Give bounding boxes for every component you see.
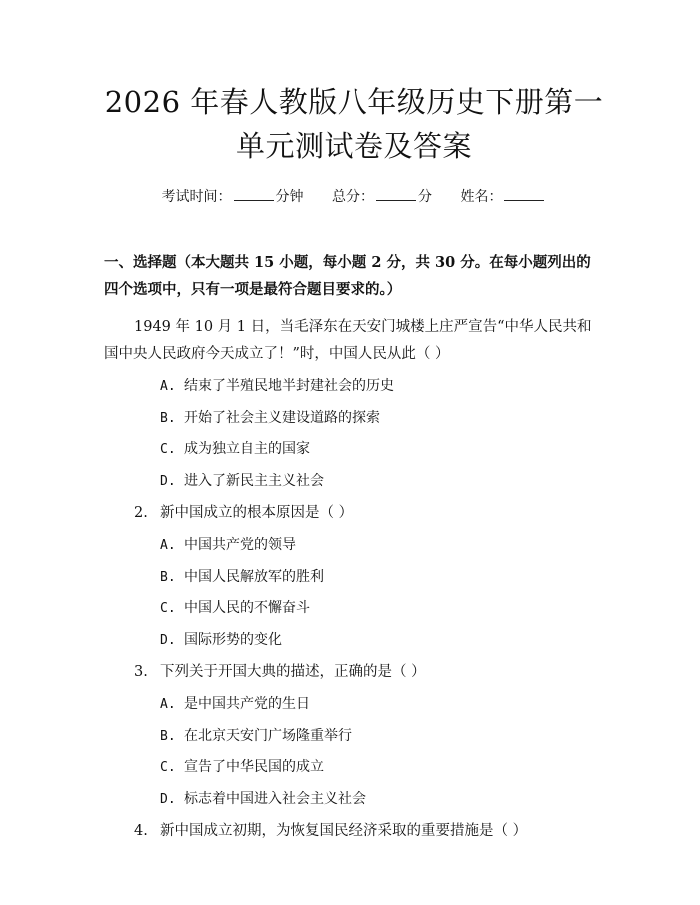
option-b bbox=[104, 403, 604, 435]
option-letter: C. bbox=[160, 601, 176, 616]
option-letter: D. bbox=[160, 632, 176, 648]
option-b bbox=[104, 721, 604, 753]
option-b bbox=[104, 562, 604, 594]
question-stem: 1949 年 10 月 1 日，当毛泽东在天安门城楼上庄严宣告“中华人民共和国中央人民政府今天成立了！”时，中国人民从此（ ） bbox=[104, 319, 592, 362]
option-text: 成为独立自主的国家 bbox=[184, 441, 310, 457]
question-number: 2. bbox=[134, 505, 148, 521]
total-score-unit: 分 bbox=[418, 189, 432, 205]
question-stem: 新中国成立的根本原因是（ ） bbox=[160, 505, 354, 521]
exam-meta bbox=[104, 186, 604, 207]
exam-time-unit: 分钟 bbox=[275, 189, 304, 205]
option-letter: B. bbox=[160, 728, 176, 744]
option-text: 中国共产党的领导 bbox=[184, 537, 296, 553]
option-d bbox=[104, 784, 604, 816]
question-stem: 下列关于开国大典的描述，正确的是（ ） bbox=[160, 664, 426, 680]
option-text: 中国人民的不懈奋斗 bbox=[184, 600, 310, 616]
option-text: 结束了半殖民地半封建社会的历史 bbox=[184, 378, 394, 394]
question-row bbox=[104, 500, 604, 527]
option-text: 进入了新民主主义社会 bbox=[184, 472, 324, 489]
option-letter: D. bbox=[160, 473, 176, 489]
question-stem: 新中国成立初期，为恢复国民经济采取的重要措施是（ ） bbox=[160, 823, 528, 839]
option-list bbox=[104, 530, 604, 656]
question-4 bbox=[104, 818, 604, 845]
exam-time bbox=[162, 186, 304, 207]
option-text: 标志着中国进入社会主义社会 bbox=[184, 790, 366, 807]
option-c bbox=[104, 752, 604, 784]
option-text: 是中国共产党的生日 bbox=[184, 696, 310, 712]
option-a bbox=[104, 371, 604, 403]
option-d bbox=[104, 625, 604, 657]
option-a bbox=[104, 689, 604, 721]
option-text: 在北京天安门广场隆重举行 bbox=[184, 727, 352, 744]
total-score-label: 总分： bbox=[332, 189, 374, 205]
student-name-blank bbox=[504, 186, 544, 201]
student-name-label: 姓名： bbox=[460, 189, 503, 205]
total-score bbox=[332, 186, 432, 207]
option-letter: D. bbox=[160, 791, 176, 807]
student-name bbox=[460, 186, 546, 207]
option-letter: B. bbox=[160, 410, 176, 426]
option-letter: C. bbox=[160, 442, 176, 457]
question-number: 3. bbox=[134, 664, 148, 680]
option-d bbox=[104, 466, 604, 498]
question-row bbox=[104, 818, 604, 845]
question-number: 4. bbox=[134, 823, 148, 839]
option-text: 宣告了中华民国的成立 bbox=[184, 759, 324, 775]
option-list bbox=[104, 689, 604, 815]
exam-title: 2026 年春人教版八年级历史下册第一单元测试卷及答案 bbox=[104, 85, 604, 163]
question-3 bbox=[104, 659, 604, 815]
option-letter: A. bbox=[160, 538, 176, 553]
exam-time-label: 考试时间： bbox=[161, 189, 232, 205]
option-c bbox=[104, 434, 604, 466]
option-letter: A. bbox=[160, 697, 176, 712]
total-score-blank bbox=[376, 186, 416, 201]
option-text: 国际形势的变化 bbox=[184, 631, 282, 648]
option-text: 开始了社会主义建设道路的探索 bbox=[184, 409, 380, 426]
option-a bbox=[104, 530, 604, 562]
section-heading: 一、选择题（本大题共 15 小题，每小题 2 分，共 30 分。在每小题列出的四个选项中，只有一项是最符合题目要求的。） bbox=[104, 254, 591, 298]
option-c bbox=[104, 593, 604, 625]
option-letter: A. bbox=[160, 379, 176, 394]
option-letter: B. bbox=[160, 569, 176, 585]
option-text: 中国人民解放军的胜利 bbox=[184, 568, 324, 585]
question-2 bbox=[104, 500, 604, 656]
exam-time-blank bbox=[234, 186, 274, 201]
option-list bbox=[104, 371, 604, 497]
question-1 bbox=[104, 314, 604, 497]
question-row bbox=[104, 659, 604, 686]
option-letter: C. bbox=[160, 760, 176, 775]
